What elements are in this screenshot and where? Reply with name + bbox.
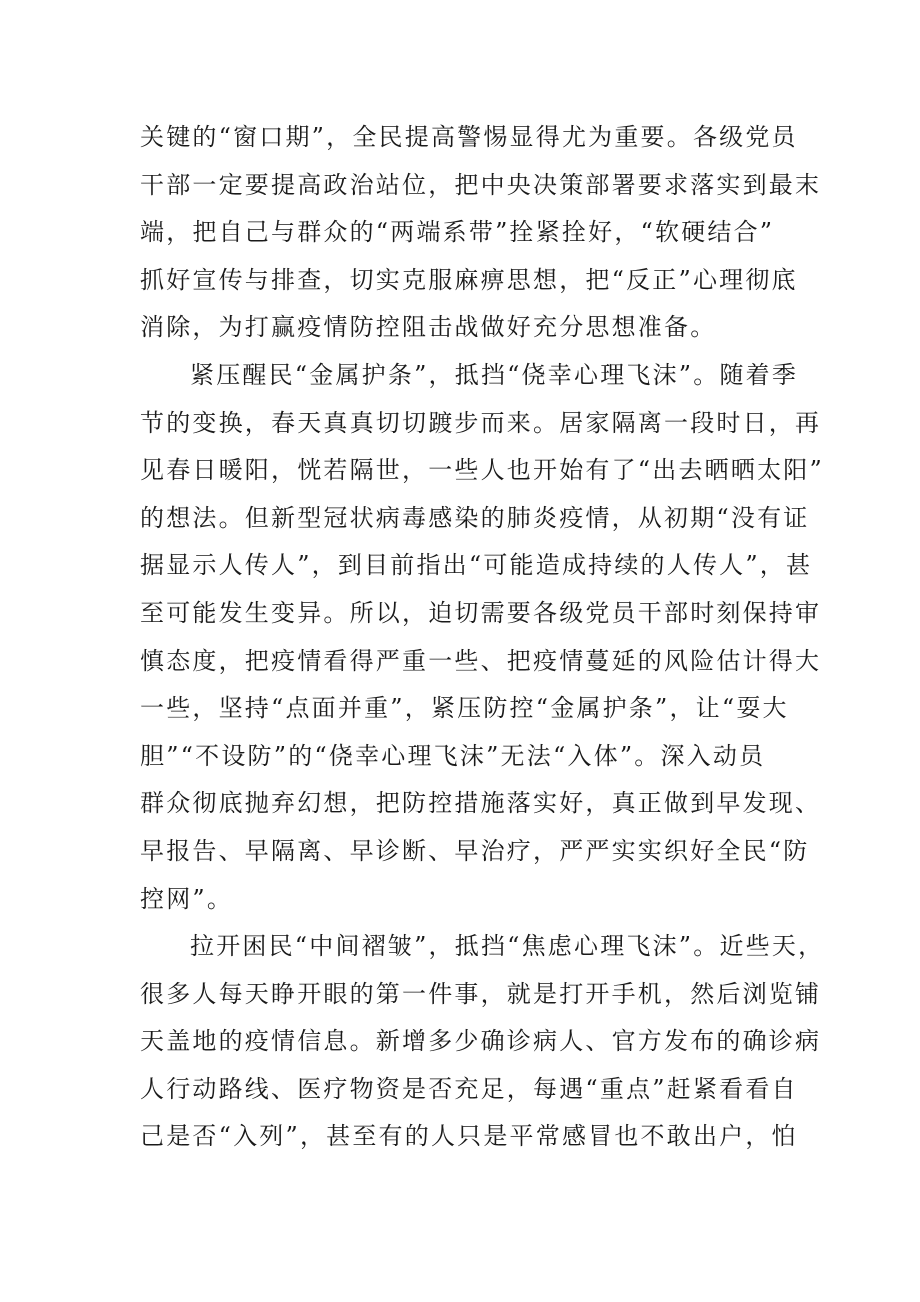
- paragraph-line: 抓好宣传与排查，切实克服麻痹思想，把“反正”心理彻底: [140, 265, 798, 294]
- paragraph-line: 慎态度，把疫情看得严重一些、把疫情蔓延的风险估计得大: [140, 646, 822, 675]
- paragraph-line: 见春日暖阳，恍若隔世，一些人也开始有了“出去晒晒太阳”: [140, 456, 824, 485]
- paragraph-line: 很多人每天睁开眼的第一件事，就是打开手机，然后浏览铺: [140, 979, 822, 1008]
- paragraph-2: [140, 352, 824, 923]
- paragraph-line: 节的变换，春天真真切切踱步而来。居家隔离一段时日，再: [140, 408, 822, 437]
- paragraph-line: 消除，为打赢疫情防控阻击战做好充分思想准备。: [140, 313, 717, 342]
- paragraph-line: 关键的“窗口期”，全民提高警惕显得尤为重要。各级党员: [140, 123, 798, 151]
- paragraph-line: 胆”“不设防”的“侥幸心理飞沫”无法“入体”。深入动员: [140, 741, 766, 770]
- paragraph-line: 早报告、早隔离、早诊断、早治疗，严严实实织好全民“防: [140, 836, 810, 865]
- paragraph-line: 控网”。: [140, 884, 234, 913]
- paragraph-line: 干部一定要提高政治站位，把中央决策部署要求落实到最末: [140, 170, 822, 199]
- paragraph-line: 己是否“入列”，甚至有的人只是平常感冒也不敢出户，怕: [140, 1122, 798, 1151]
- paragraph-line: 的想法。但新型冠状病毒感染的肺炎疫情，从初期“没有证: [140, 503, 810, 532]
- document-body: [140, 114, 825, 1161]
- paragraph-line: 拉开困民“中间褶皱”，抵挡“焦虑心理飞沫”。近些天，: [190, 932, 825, 961]
- paragraph-3: [140, 923, 825, 1161]
- paragraph-line: 天盖地的疫情信息。新增多少确诊病人、官方发布的确诊病: [140, 1027, 822, 1056]
- paragraph-line: 一些，坚持“点面并重”，紧压防控“金属护条”，让“耍大: [140, 694, 789, 723]
- paragraph-line: 端，把自己与群众的“两端系带”拴紧拴好，“软硬结合”: [140, 218, 775, 247]
- paragraph-line: 紧压醒民“金属护条”，抵挡“侥幸心理飞沫”。随着季: [190, 360, 799, 389]
- paragraph-line: 人行动路线、医疗物资是否充足，每遇“重点”赶紧看看自: [140, 1074, 798, 1103]
- paragraph-line: 据显示人传人”，到目前指出“可能造成持续的人传人”，甚: [140, 551, 813, 580]
- paragraph-line: 至可能发生变异。所以，迫切需要各级党员干部时刻保持审: [140, 598, 822, 627]
- paragraph-line: 群众彻底抛弃幻想，把防控措施落实好，真正做到早发现、: [140, 789, 822, 818]
- paragraph-1: [140, 114, 822, 352]
